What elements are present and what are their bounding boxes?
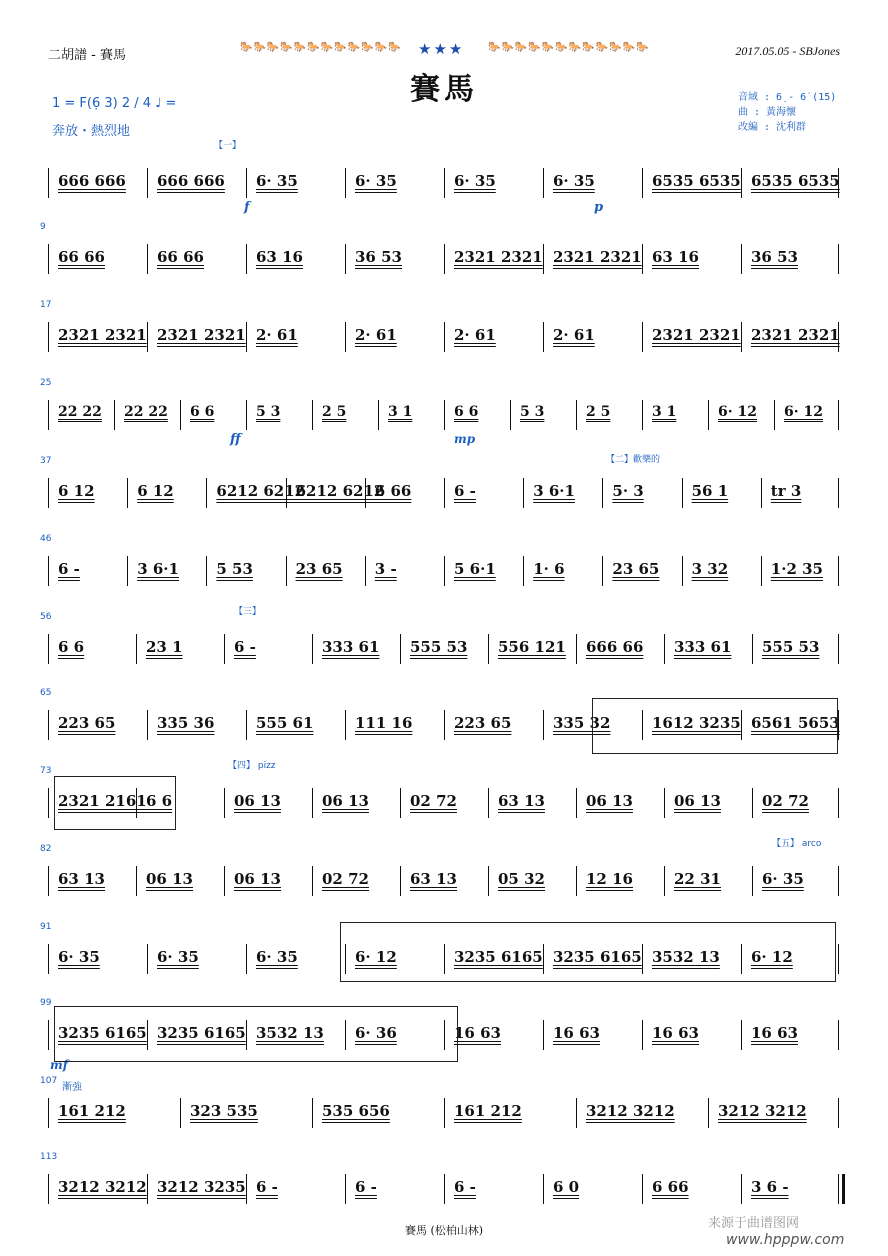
measure-notes: 666 666	[157, 172, 225, 190]
barline	[444, 710, 445, 740]
barline	[642, 168, 643, 198]
barline	[741, 322, 742, 352]
barline	[224, 788, 225, 818]
barline	[345, 710, 346, 740]
barline	[444, 1098, 445, 1128]
barline	[576, 400, 577, 430]
measure-notes: 3212 3212	[58, 1178, 147, 1196]
measure-notes: 56 1	[691, 482, 729, 500]
measure-notes: 2321 2321	[58, 326, 147, 344]
barline	[48, 244, 49, 274]
measure-notes: 2· 61	[256, 326, 298, 344]
barline	[741, 244, 742, 274]
barline	[642, 400, 643, 430]
barline	[345, 244, 346, 274]
measure-notes: 06 13	[322, 792, 369, 810]
measure-notes: 3 32	[691, 560, 729, 578]
measure-notes: 6 -	[454, 1178, 476, 1196]
measure-notes: 6 6	[58, 638, 85, 656]
barline	[761, 556, 762, 586]
row-number: 65	[40, 688, 52, 698]
measure-notes: 1· 6	[533, 560, 565, 578]
measure-notes: 6 -	[454, 482, 476, 500]
barline	[127, 556, 128, 586]
barline	[523, 556, 524, 586]
barline	[543, 244, 544, 274]
measure-notes: 63 16	[256, 248, 303, 266]
measure-notes: 5 3	[256, 404, 281, 420]
measure-notes: 2321 2321	[553, 248, 642, 266]
barline	[752, 634, 753, 664]
row-number: 99	[40, 998, 52, 1008]
barline	[682, 478, 683, 508]
measure-notes: 3 1	[388, 404, 413, 420]
barline	[543, 1174, 544, 1204]
barline	[444, 556, 445, 586]
barline	[642, 244, 643, 274]
measure-notes: 6· 35	[256, 948, 298, 966]
barline	[345, 168, 346, 198]
barline	[206, 478, 207, 508]
barline	[246, 1174, 247, 1204]
measure-notes: 3 6·1	[137, 560, 179, 578]
barline	[664, 634, 665, 664]
barline	[312, 788, 313, 818]
barline	[48, 556, 49, 586]
barline	[444, 244, 445, 274]
measure-notes: 6 66	[652, 1178, 689, 1196]
barline	[838, 1098, 839, 1128]
measure-notes: 23 1	[146, 638, 183, 656]
measure-notes: 111 16	[355, 714, 413, 732]
barline	[378, 400, 379, 430]
barline	[543, 1020, 544, 1050]
barline	[488, 788, 489, 818]
barline	[246, 710, 247, 740]
barline	[127, 478, 128, 508]
barline	[444, 322, 445, 352]
row-number: 82	[40, 844, 52, 854]
boxed-passage	[592, 698, 838, 754]
row-number: 17	[40, 300, 52, 310]
measure-notes: 666 66	[586, 638, 644, 656]
measure-notes: 63 13	[498, 792, 545, 810]
row-number: 46	[40, 534, 52, 544]
barline	[838, 400, 839, 430]
measure-notes: 6· 36	[355, 1024, 397, 1042]
stars-decoration: ★★★	[418, 40, 465, 58]
barline	[400, 788, 401, 818]
barline	[444, 1174, 445, 1204]
row-number: 9	[40, 222, 46, 232]
boxed-passage	[54, 1006, 458, 1062]
barline	[345, 1174, 346, 1204]
barline	[642, 322, 643, 352]
barline	[774, 400, 775, 430]
barline	[114, 400, 115, 430]
measure-notes: 323 535	[190, 1102, 258, 1120]
measure-notes: 2321 2321	[157, 326, 246, 344]
row-number: 73	[40, 766, 52, 776]
measure-notes: 3235 6165	[157, 1024, 246, 1042]
measure-notes: 05 32	[498, 870, 545, 888]
measure-notes: 22 22	[58, 404, 102, 420]
barline	[543, 322, 544, 352]
barline	[312, 866, 313, 896]
measure-notes: 23 65	[295, 560, 343, 578]
measure-notes: 1612 3235	[652, 714, 741, 732]
barline	[224, 866, 225, 896]
barline	[312, 400, 313, 430]
measure-notes: 2 5	[322, 404, 347, 420]
measure-notes: 666 666	[58, 172, 126, 190]
measure-notes: 6535 6535	[652, 172, 741, 190]
barline	[345, 322, 346, 352]
barline	[708, 1098, 709, 1128]
barline	[602, 556, 603, 586]
measure-notes: 6 -	[58, 560, 80, 578]
measure-notes: 6· 35	[553, 172, 595, 190]
measure-notes: 535 656	[322, 1102, 390, 1120]
barline	[400, 866, 401, 896]
barline	[136, 866, 137, 896]
arranger-info: 改編 : 沈利群	[738, 122, 807, 133]
measure-notes: 06 13	[234, 870, 281, 888]
watermark-text: 来源于曲谱图网	[708, 1216, 800, 1231]
barline	[48, 866, 49, 896]
measure-notes: 3532 13	[652, 948, 720, 966]
barline	[365, 556, 366, 586]
barline	[838, 944, 839, 974]
barline	[838, 478, 839, 508]
barline	[180, 1098, 181, 1128]
measure-notes: 161 212	[454, 1102, 522, 1120]
measure-notes: 2321 2321	[751, 326, 840, 344]
barline	[576, 1098, 577, 1128]
dynamic-p: p	[594, 200, 604, 215]
staff-row	[40, 300, 840, 376]
section-3-marker: 【三】	[234, 607, 262, 617]
barline	[147, 168, 148, 198]
dynamic-ff: ff	[230, 432, 241, 447]
measure-notes: 3 6·1	[533, 482, 575, 500]
measure-notes: 3 6 -	[751, 1178, 789, 1196]
barline	[543, 168, 544, 198]
horse-decoration-left: 🐎🐎🐎🐎🐎🐎🐎🐎🐎🐎🐎🐎	[240, 42, 402, 53]
barline	[488, 866, 489, 896]
barline	[246, 168, 247, 198]
measure-notes: 63 13	[58, 870, 105, 888]
measure-notes: 6 -	[234, 638, 256, 656]
barline	[741, 168, 742, 198]
measure-notes: 16 63	[751, 1024, 798, 1042]
measure-notes: 2321 2321	[652, 326, 741, 344]
barline	[147, 244, 148, 274]
measure-notes: 6 6	[454, 404, 479, 420]
composer-info: 曲 : 黃海懷	[738, 107, 797, 118]
barline	[48, 710, 49, 740]
measure-notes: 6· 12	[784, 404, 823, 420]
measure-notes: 3235 6165	[58, 1024, 147, 1042]
barline	[664, 788, 665, 818]
measure-notes: 223 65	[58, 714, 116, 732]
measure-notes: 66 66	[157, 248, 204, 266]
measure-notes: 6 -	[355, 1178, 377, 1196]
row-number: 56	[40, 612, 52, 622]
barline	[48, 168, 49, 198]
boxed-passage	[340, 922, 836, 982]
barline	[664, 866, 665, 896]
measure-notes: 02 72	[322, 870, 369, 888]
measure-notes: 6561 5653	[751, 714, 840, 732]
measure-notes: 5 3	[520, 404, 545, 420]
barline	[708, 400, 709, 430]
barline	[488, 634, 489, 664]
staff-row	[40, 222, 840, 298]
barline	[510, 400, 511, 430]
barline	[147, 1174, 148, 1204]
measure-notes: 02 72	[762, 792, 809, 810]
measure-notes: 06 13	[146, 870, 193, 888]
measure-notes: 3212 3212	[586, 1102, 675, 1120]
barline	[48, 788, 49, 818]
barline	[246, 400, 247, 430]
measure-notes: 2321 2161	[58, 792, 147, 810]
barline	[246, 944, 247, 974]
section-4-marker: 【四】 pizz	[228, 761, 276, 771]
barline	[286, 556, 287, 586]
measure-notes: 6· 35	[58, 948, 100, 966]
barline	[180, 400, 181, 430]
measure-notes: 63 13	[410, 870, 457, 888]
measure-notes: 2· 61	[355, 326, 397, 344]
measure-notes: 3 -	[374, 560, 397, 578]
barline	[741, 1020, 742, 1050]
barline	[838, 1020, 839, 1050]
measure-notes: 555 61	[256, 714, 314, 732]
measure-notes: 2· 61	[454, 326, 496, 344]
barline	[48, 478, 49, 508]
header-right: 2017.05.05 - SBJones	[735, 44, 840, 58]
barline	[147, 944, 148, 974]
measure-notes: 6· 12	[751, 948, 793, 966]
barline	[444, 478, 445, 508]
measure-notes: 5· 3	[612, 482, 644, 500]
measure-notes: 16 63	[553, 1024, 600, 1042]
barline	[444, 400, 445, 430]
measure-notes: 06 13	[586, 792, 633, 810]
barline	[246, 244, 247, 274]
measure-notes: 556 121	[498, 638, 566, 656]
boxed-passage	[54, 776, 176, 830]
measure-notes: 5 53	[216, 560, 253, 578]
measure-notes: 3 1	[652, 404, 677, 420]
barline	[838, 788, 839, 818]
staff-row	[40, 378, 840, 454]
measure-notes: 223 65	[454, 714, 512, 732]
barline	[48, 944, 49, 974]
range-info: 音域 : 6̣ - 6̇ (15)	[738, 92, 837, 103]
section-1-marker: 【一】	[214, 141, 242, 151]
barline	[444, 168, 445, 198]
measure-notes: 6· 35	[355, 172, 397, 190]
barline	[400, 634, 401, 664]
barline	[48, 400, 49, 430]
measure-notes: 16 63	[652, 1024, 699, 1042]
barline	[206, 556, 207, 586]
header-left: 二胡譜 - 賽馬	[48, 48, 126, 63]
row-number: 25	[40, 378, 52, 388]
measure-notes: 06 13	[674, 792, 721, 810]
row-number: 37	[40, 456, 52, 466]
measure-notes: 6· 35	[157, 948, 199, 966]
barline	[752, 866, 753, 896]
measure-notes: 12 16	[586, 870, 633, 888]
tempo-marking: 奔放・熱烈地	[52, 124, 131, 139]
barline	[312, 1098, 313, 1128]
barline	[838, 244, 839, 274]
measure-notes: 6· 35	[454, 172, 496, 190]
measure-notes: 335 36	[157, 714, 215, 732]
measure-notes: 36 53	[355, 248, 402, 266]
footer-title: 賽馬 (松柏山林)	[404, 1224, 484, 1237]
barline	[147, 322, 148, 352]
measure-notes: 63 16	[652, 248, 699, 266]
measure-notes: 6 -	[256, 1178, 278, 1196]
barline	[752, 788, 753, 818]
row-number: 113	[40, 1152, 58, 1162]
dynamic-mp: mp	[454, 432, 476, 446]
measure-notes: 6535 6535	[751, 172, 840, 190]
measure-notes: 16 63	[454, 1024, 501, 1042]
crescendo-text: 漸強	[62, 1082, 82, 1093]
barline	[576, 788, 577, 818]
row-number: 107	[40, 1076, 58, 1086]
measure-notes: 555 53	[410, 638, 468, 656]
staff-row	[48, 160, 840, 222]
measure-notes: 2 5	[586, 404, 611, 420]
measure-notes: 2321 2321	[454, 248, 543, 266]
watermark-url: www.hpppw.com	[726, 1232, 845, 1248]
measure-notes: 1·2 35	[770, 560, 823, 578]
barline	[312, 634, 313, 664]
measure-notes: 161 212	[58, 1102, 126, 1120]
measure-notes: 6 66	[374, 482, 412, 500]
barline	[642, 1174, 643, 1204]
measure-notes: 6 0	[553, 1178, 580, 1196]
measure-notes: 02 72	[410, 792, 457, 810]
barline	[642, 1020, 643, 1050]
dynamic-mf: mf	[50, 1058, 68, 1072]
measure-notes: 6· 12	[355, 948, 397, 966]
measure-notes: 3235 6165	[553, 948, 642, 966]
barline	[741, 1174, 742, 1204]
staff-row	[40, 612, 840, 688]
section-5-marker: 【五】 arco	[772, 839, 822, 849]
barline	[838, 866, 839, 896]
measure-notes: 22 22	[124, 404, 168, 420]
measure-notes: 36 53	[751, 248, 798, 266]
barline	[602, 478, 603, 508]
barline	[838, 1174, 845, 1204]
measure-notes: 6 6	[190, 404, 215, 420]
barline	[838, 556, 839, 586]
measure-notes: 6 12	[58, 482, 95, 500]
measure-notes: 3235 6165	[454, 948, 543, 966]
barline	[761, 478, 762, 508]
measure-notes: 333 61	[322, 638, 380, 656]
measure-notes: 333 61	[674, 638, 732, 656]
horse-decoration-right: 🐎🐎🐎🐎🐎🐎🐎🐎🐎🐎🐎🐎	[488, 42, 650, 53]
measure-notes: 6 12	[137, 482, 174, 500]
barline	[48, 1020, 49, 1050]
measure-notes: 23 65	[612, 560, 660, 578]
measure-notes: 06 13	[234, 792, 281, 810]
barline	[224, 634, 225, 664]
barline	[838, 634, 839, 664]
dynamic-f: f	[244, 200, 250, 215]
barline	[147, 710, 148, 740]
barline	[48, 1174, 49, 1204]
measure-notes: 3212 3212	[718, 1102, 807, 1120]
barline	[576, 634, 577, 664]
barline	[576, 866, 577, 896]
barline	[682, 556, 683, 586]
section-2-marker: 【二】歡樂的	[606, 455, 661, 465]
measure-notes: 5 6·1	[454, 560, 496, 578]
measure-notes: 6· 12	[718, 404, 757, 420]
measure-notes: 22 31	[674, 870, 721, 888]
measure-notes: 2· 61	[553, 326, 595, 344]
measure-notes: 335 32	[553, 714, 611, 732]
measure-notes: 6· 35	[256, 172, 298, 190]
staff-row	[40, 534, 840, 610]
measure-notes: tr 3	[770, 482, 802, 500]
barline	[48, 1098, 49, 1128]
row-number: 91	[40, 922, 52, 932]
key-signature: 1 = F(6̣ 3) 2 / 4 ♩ =	[52, 96, 177, 111]
measure-notes: 66 66	[58, 248, 105, 266]
barline	[523, 478, 524, 508]
measure-notes: 6· 35	[762, 870, 804, 888]
measure-notes: 3212 3235	[157, 1178, 246, 1196]
barline	[543, 710, 544, 740]
measure-notes: 6212 6212	[295, 482, 385, 500]
measure-notes: 555 53	[762, 638, 820, 656]
barline	[246, 322, 247, 352]
page-title: 賽馬	[410, 72, 478, 107]
barline	[48, 634, 49, 664]
barline	[48, 322, 49, 352]
barline	[136, 634, 137, 664]
measure-notes: 6212 6212	[216, 482, 306, 500]
measure-notes: 6 6	[146, 792, 173, 810]
measure-notes: 3532 13	[256, 1024, 324, 1042]
